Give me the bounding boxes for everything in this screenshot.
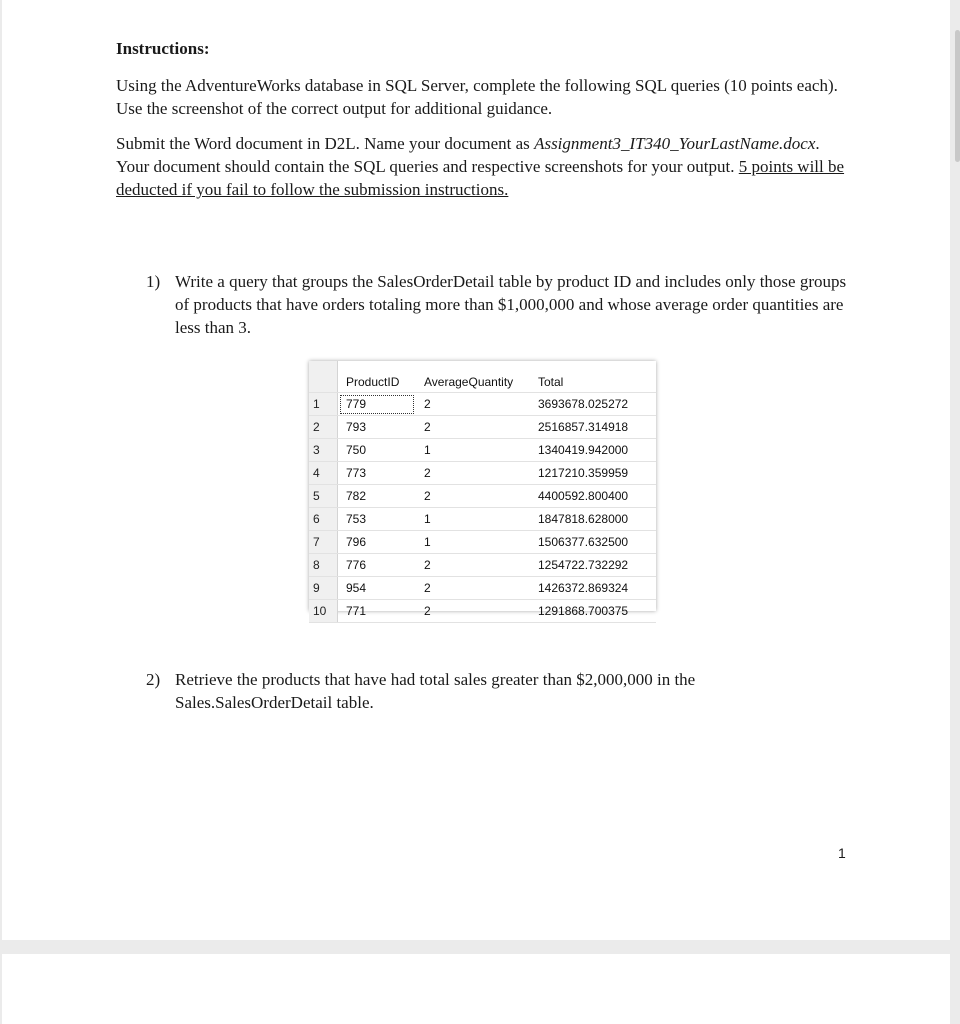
- table-row[interactable]: [309, 416, 656, 439]
- cell-total[interactable]: 2516857.314918: [530, 416, 656, 439]
- question-text: Retrieve the products that have had total sales greater than $2,000,000 in the Sales.SalesOrderDetail table.: [175, 670, 696, 712]
- row-number-header: [309, 361, 338, 393]
- submission-warning: 5 points will be deducted if you fail to follow the submission instructions.: [116, 157, 845, 199]
- cell-total[interactable]: 1217210.359959: [530, 462, 656, 485]
- question-1: [146, 270, 856, 339]
- results-table: [309, 361, 656, 623]
- scrollbar-thumb[interactable]: [955, 30, 960, 162]
- table-row[interactable]: [309, 393, 656, 416]
- cell-averagequantity[interactable]: 2: [416, 577, 530, 600]
- cell-productid[interactable]: 773: [338, 462, 417, 485]
- cell-productid[interactable]: 776: [338, 554, 417, 577]
- table-row[interactable]: [309, 462, 656, 485]
- cell-total[interactable]: 1254722.732292: [530, 554, 656, 577]
- row-number[interactable]: 8: [309, 554, 338, 577]
- cell-productid[interactable]: 954: [338, 577, 417, 600]
- submission-text-1: Submit the Word document in D2L. Name your document as: [116, 134, 535, 153]
- cell-productid[interactable]: 782: [338, 485, 417, 508]
- row-number[interactable]: 3: [309, 439, 338, 462]
- cell-averagequantity[interactable]: 1: [416, 508, 530, 531]
- question-number: 1): [146, 272, 161, 291]
- column-header-productid[interactable]: ProductID: [338, 361, 417, 393]
- row-number[interactable]: 1: [309, 393, 338, 416]
- table-row[interactable]: [309, 439, 656, 462]
- question-text: Write a query that groups the SalesOrderDetail table by product ID and includes only those groups of products that have orders totaling more than $1,000,000 and whose average order quantities are less than 3.: [175, 272, 847, 337]
- document-page: [2, 0, 950, 940]
- cell-averagequantity[interactable]: 2: [416, 462, 530, 485]
- table-row[interactable]: [309, 531, 656, 554]
- cell-averagequantity[interactable]: 2: [416, 416, 530, 439]
- row-number[interactable]: 10: [309, 600, 338, 623]
- row-number[interactable]: 6: [309, 508, 338, 531]
- table-row[interactable]: [309, 554, 656, 577]
- cell-productid[interactable]: 779: [338, 393, 417, 416]
- cell-averagequantity[interactable]: 2: [416, 600, 530, 623]
- intro-paragraph: Using the AdventureWorks database in SQL Server, complete the following SQL queries (10 points each). Use the screenshot of the correct output for additional guidance.: [116, 76, 838, 118]
- next-page: [2, 954, 950, 1024]
- query-results-grid[interactable]: [309, 361, 656, 618]
- cell-total[interactable]: 4400592.800400: [530, 485, 656, 508]
- table-row[interactable]: [309, 508, 656, 531]
- cell-productid[interactable]: 771: [338, 600, 417, 623]
- document-filename: Assignment3_IT340_YourLastName.docx: [534, 134, 816, 153]
- table-row[interactable]: [309, 577, 656, 600]
- header-row: [309, 361, 656, 393]
- table-row[interactable]: [309, 485, 656, 508]
- cell-total[interactable]: 1506377.632500: [530, 531, 656, 554]
- submission-text-2: . Your document should contain the SQL queries and respective screenshots for your output.: [116, 134, 820, 176]
- cell-total[interactable]: 1847818.628000: [530, 508, 656, 531]
- cell-total[interactable]: 1426372.869324: [530, 577, 656, 600]
- page-number: 1: [838, 845, 846, 861]
- row-number[interactable]: 7: [309, 531, 338, 554]
- row-number[interactable]: 9: [309, 577, 338, 600]
- cell-averagequantity[interactable]: 1: [416, 531, 530, 554]
- row-number[interactable]: 4: [309, 462, 338, 485]
- cell-total[interactable]: 1291868.700375: [530, 600, 656, 623]
- submission-paragraph: [116, 132, 856, 201]
- column-header-total[interactable]: Total: [530, 361, 656, 393]
- row-number[interactable]: 5: [309, 485, 338, 508]
- cell-total[interactable]: 1340419.942000: [530, 439, 656, 462]
- cell-averagequantity[interactable]: 1: [416, 439, 530, 462]
- cell-total[interactable]: 3693678.025272: [530, 393, 656, 416]
- table-row[interactable]: [309, 600, 656, 623]
- cell-productid[interactable]: 796: [338, 531, 417, 554]
- column-header-averagequantity[interactable]: AverageQuantity: [416, 361, 530, 393]
- row-number[interactable]: 2: [309, 416, 338, 439]
- cell-averagequantity[interactable]: 2: [416, 554, 530, 577]
- question-2: [146, 668, 856, 714]
- cell-productid[interactable]: 750: [338, 439, 417, 462]
- question-number: 2): [146, 670, 161, 689]
- cell-averagequantity[interactable]: 2: [416, 485, 530, 508]
- instructions-heading: Instructions:: [116, 39, 210, 58]
- cell-averagequantity[interactable]: 2: [416, 393, 530, 416]
- cell-productid[interactable]: 753: [338, 508, 417, 531]
- cell-productid[interactable]: 793: [338, 416, 417, 439]
